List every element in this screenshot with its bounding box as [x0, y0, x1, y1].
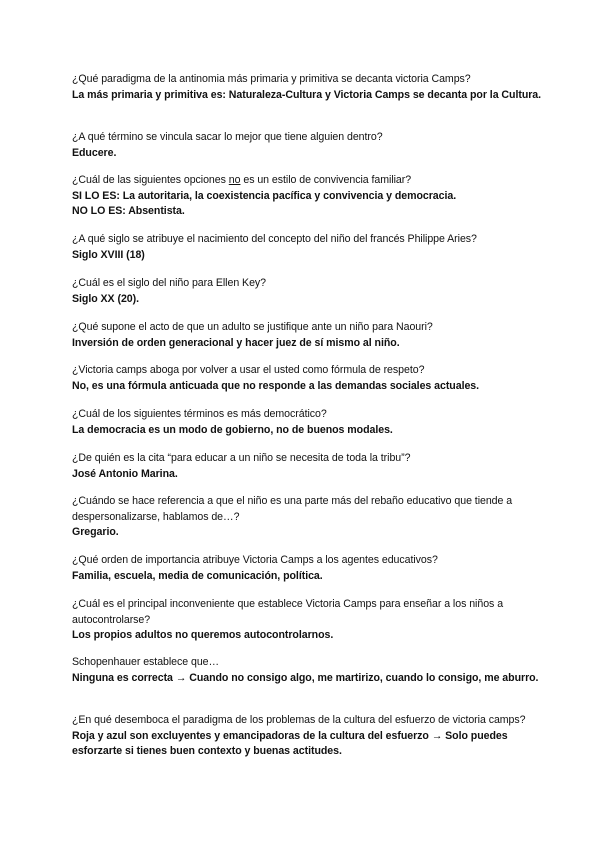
answer-text: Inversión de orden generacional y hacer juez de sí mismo al niño.	[72, 336, 400, 349]
answer-text: Educere.	[72, 146, 117, 159]
answer-text: José Antonio Marina.	[72, 467, 178, 480]
question-text: ¿A qué término se vincula sacar lo mejor que tiene alguien dentro?	[72, 131, 383, 143]
qa-item-1	[72, 72, 542, 103]
answer-text: La más primaria y primitiva es: Naturaleza-Cultura y Victoria Camps se decanta por la Cultura.	[72, 88, 542, 101]
question-text: Schopenhauer establece que…	[72, 656, 220, 668]
underlined-word: no	[228, 174, 241, 186]
answer-text: No, es una fórmula anticuada que no responde a las demandas sociales actuales.	[72, 379, 480, 392]
qa-item-2	[72, 130, 542, 161]
answer-text: Siglo XVIII (18)	[72, 248, 145, 261]
question-text	[72, 173, 542, 189]
answer-text: Los propios adultos no queremos autocontrolarnos.	[72, 629, 334, 641]
answer-text: Ninguna es correcta → Cuando no consigo algo, me martirizo, cuando lo consigo, me aburro.	[72, 671, 539, 684]
qa-item-10	[72, 494, 542, 541]
answer-text: Familia, escuela, media de comunicación, política.	[72, 569, 323, 582]
qa-item-7	[72, 363, 542, 394]
question-text-part: es un estilo de convivencia familiar?	[240, 174, 412, 186]
qa-item-4	[72, 232, 542, 263]
question-text: ¿Cuál es el siglo del niño para Ellen Key?	[72, 277, 266, 289]
qa-item-8	[72, 407, 542, 438]
question-text: ¿Cuál de los siguientes términos es más democrático?	[72, 408, 327, 420]
qa-item-5	[72, 276, 542, 307]
question-text: ¿De quién es la cita “para educar a un niño se necesita de toda la tribu”?	[72, 452, 411, 464]
question-text: ¿Qué paradigma de la antinomia más primaria y primitiva se decanta victoria Camps?	[72, 73, 471, 85]
answer-text: La democracia es un modo de gobierno, no de buenos modales.	[72, 423, 393, 436]
answer-text: SI LO ES: La autoritaria, la coexistencia pacífica y convivencia y democracia.	[72, 189, 457, 202]
question-text: ¿Victoria camps aboga por volver a usar el usted como fórmula de respeto?	[72, 364, 425, 376]
qa-item-11	[72, 553, 542, 584]
qa-item-9	[72, 451, 542, 482]
qa-item-3	[72, 173, 542, 220]
qa-item-14	[72, 713, 542, 760]
question-text: ¿Cuándo se hace referencia a que el niño es una parte más del rebaño educativo que tiende a despersonalizarse, hablamos de…?	[72, 495, 513, 523]
question-text: ¿Cuál es el principal inconveniente que establece Victoria Camps para enseñar a los niños a autocontrolarse?	[72, 598, 504, 626]
qa-item-13	[72, 655, 542, 686]
answer-text-2: NO LO ES: Absentista.	[72, 205, 185, 217]
question-text-part: ¿Cuál de las siguientes opciones	[72, 174, 229, 186]
answer-text: Roja y azul son excluyentes y emancipadoras de la cultura del esfuerzo → Solo puedes esforzarte si tienes buen contexto y buenas actitudes.	[72, 729, 508, 757]
question-text: ¿Qué supone el acto de que un adulto se justifique ante un niño para Naouri?	[72, 321, 433, 333]
question-text: ¿En qué desemboca el paradigma de los problemas de la cultura del esfuerzo de victoria camps?	[72, 714, 526, 726]
question-text: ¿A qué siglo se atribuye el nacimiento del concepto del niño del francés Philippe Aries?	[72, 233, 477, 245]
question-text: ¿Qué orden de importancia atribuye Victoria Camps a los agentes educativos?	[72, 554, 438, 566]
qa-item-12	[72, 597, 542, 644]
answer-text: Gregario.	[72, 526, 119, 538]
qa-item-6	[72, 320, 542, 351]
answer-text: Siglo XX (20).	[72, 292, 139, 305]
